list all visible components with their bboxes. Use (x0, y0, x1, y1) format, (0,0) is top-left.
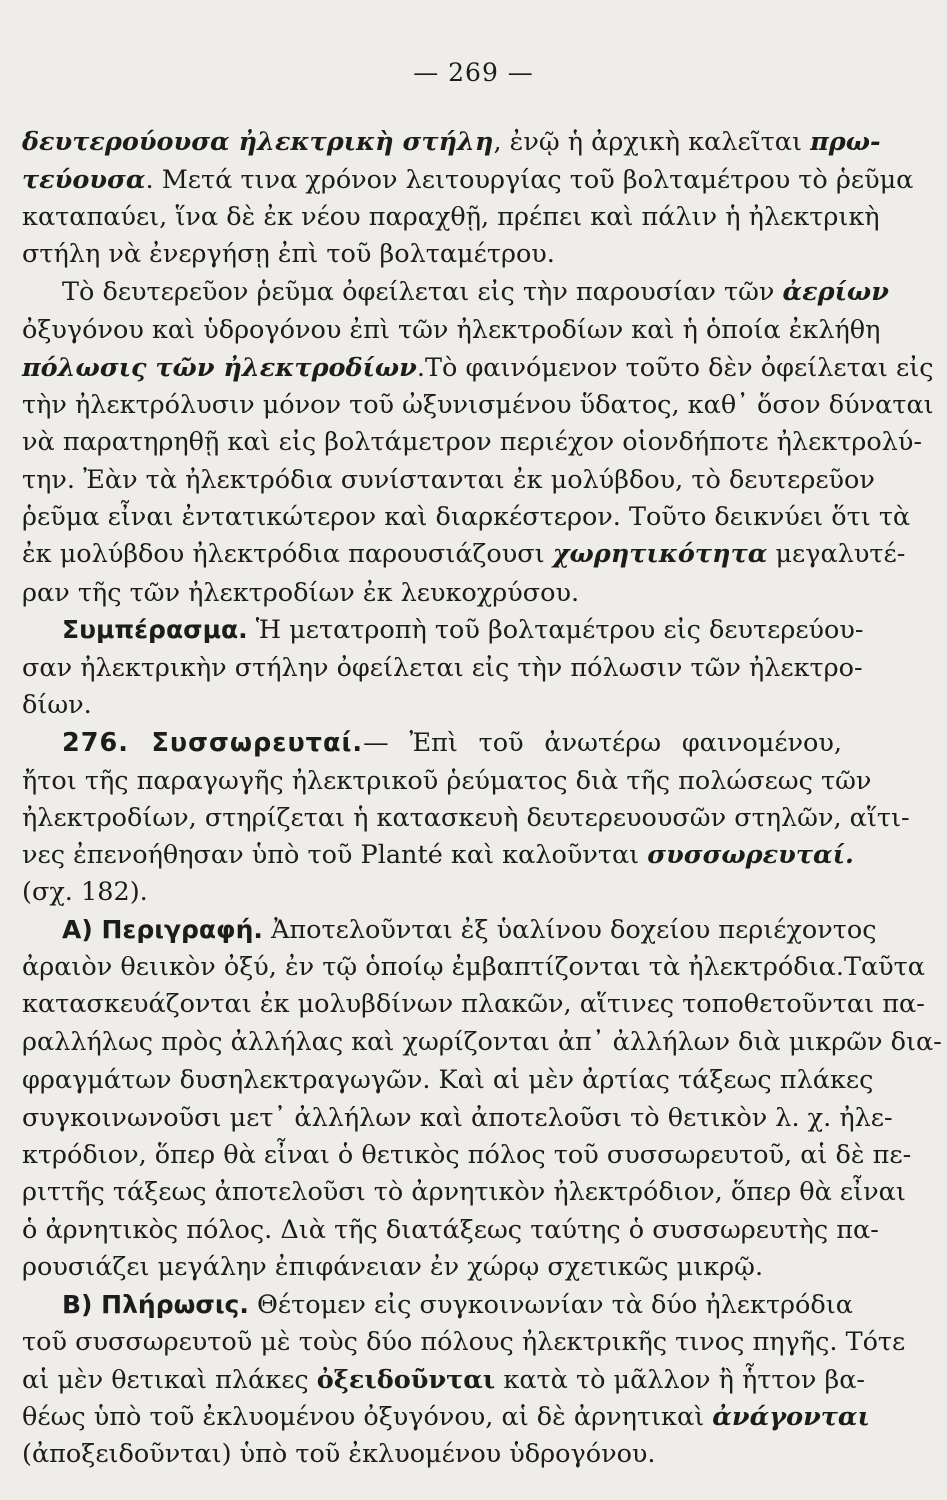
text-line (22, 987, 925, 1023)
text-segment: θέως ὑπὸ τοῦ ἐκλυομένου ὀξυγόνου, αἱ δὲ ἀρνητικαὶ (22, 1402, 713, 1432)
text-line (22, 875, 842, 911)
emphasized-text: πρω- (810, 127, 881, 157)
text-segment: ἀραιὸν θειικὸν ὀξύ, ἐν τῷ ὁποίῳ ἐμβαπτίζονται τὰ ἠλεκτρόδια.Ταῦτα (22, 952, 926, 982)
text-segment: ὀξυγόνου καὶ ὑδρογόνου ἐπὶ τῶν ἠλεκτροδίων καὶ ἡ ὁποία ἐκλήθη (22, 315, 881, 345)
text-line (22, 1101, 893, 1137)
text-segment: κατασκευάζονται ἐκ μολυβδίνων πλακῶν, αἵτινες τοποθετοῦνται πα- (22, 989, 925, 1019)
text-line (22, 1363, 866, 1399)
emphasized-text: ὀξειδοῦνται (316, 1365, 496, 1395)
text-segment: ἤτοι τῆς παραγωγῆς ἠλεκτρικοῦ ῥεύματος διὰ τῆς πολώσεως τῶν (22, 766, 872, 796)
text-line (22, 1437, 842, 1473)
emphasized-text: δευτερούουσα ἠλεκτρικὴ στήλη (22, 127, 494, 157)
text-segment: .Τὸ φαινόμενον τοῦτο δὲν ὀφείλεται εἰς (416, 353, 934, 383)
text-line (22, 388, 934, 424)
text-segment: νὰ παρατηρηθῇ καὶ εἰς βολτάμετρον περιέχον οἱονδήποτε ἠλεκτρολύ- (22, 427, 922, 457)
text-line (62, 275, 889, 311)
text-segment: κατὰ τὸ μᾶλλον ἢ ἧττον βα- (495, 1365, 866, 1395)
emphasized-text: τεύουσα (22, 165, 146, 195)
section-heading: 276. Συσσωρευταί. (62, 728, 364, 758)
text-line (22, 651, 863, 687)
emphasized-text: χωρητικότητα (552, 539, 768, 569)
text-segment: ριττῆς τάξεως ἀποτελοῦσι τὸ ἀρνητικὸν ἠλεκτρόδιον, ὅπερ θὰ εἶναι (22, 1177, 906, 1207)
text-line (22, 688, 842, 724)
text-segment: ραλλήλως πρὸς ἀλλήλας καὶ χωρίζονται ἀπ᾽ ἀλλήλων διὰ μικρῶν δια- (22, 1027, 942, 1057)
text-segment: Θέτομεν εἰς συγκοινωνίαν τὰ δύο ἠλεκτρόδια (248, 1290, 853, 1320)
text-line (22, 950, 926, 986)
emphasized-text: ἀνάγονται (712, 1402, 870, 1432)
text-line (22, 1063, 874, 1099)
page-number: — 269 — (413, 58, 534, 87)
text-segment: τὴν ἠλεκτρόλυσιν μόνον τοῦ ὠξυνισμένου ὕδατος, καθ᾽ ὅσον δύναται (22, 390, 934, 420)
text-line (22, 163, 914, 199)
text-segment: σαν ἠλεκτρικὴν στήλην ὀφείλεται εἰς τὴν πόλωσιν τῶν ἠλεκτρο- (22, 653, 863, 683)
text-segment: (σχ. 182). (22, 877, 148, 907)
emphasized-text: πόλωσις τῶν ἠλεκτροδίων (22, 353, 417, 383)
text-segment: αἱ μὲν θετικαὶ πλάκες (22, 1365, 317, 1395)
text-segment: δίων. (22, 690, 92, 720)
text-segment: ὁ ἀρνητικὸς πόλος. Διὰ τῆς διατάξεως ταύτης ὁ συσσωρευτὴς πα- (22, 1215, 879, 1245)
text-line (22, 801, 910, 837)
text-line (22, 1213, 879, 1249)
text-segment: κτρόδιον, ὅπερ θὰ εἶναι ὁ θετικὸς πόλος τοῦ συσσωρευτοῦ, αἱ δὲ πε- (22, 1140, 912, 1170)
text-segment: ῥεῦμα εἶναι ἐντατικώτερον καὶ διαρκέστερον. Τοῦτο δεικνύει ὅτι τὰ (22, 502, 911, 532)
text-segment: (ἀποξειδοῦνται) ὑπὸ τοῦ ἐκλυομένου ὑδρογόνου. (22, 1439, 656, 1469)
text-segment: ρουσιάζει μεγάλην ἐπιφάνειαν ἐν χώρῳ σχετικῶς μικρῷ. (22, 1252, 764, 1282)
subsection-heading: Β) Πλήρωσις. (62, 1290, 249, 1319)
text-segment: νες ἐπενοήθησαν ὑπὸ τοῦ Planté καὶ καλοῦνται (22, 840, 648, 870)
text-segment: Ἀποτελοῦνται ἐξ ὑαλίνου δοχείου περιέχοντος (262, 915, 877, 945)
emphasized-text: ἀερίων (782, 277, 889, 307)
text-line (22, 764, 872, 800)
text-segment: συγκοινωνοῦσι μετ᾽ ἀλλήλων καὶ ἀποτελοῦσι τὸ θετικὸν λ. χ. ἠλε- (22, 1103, 893, 1133)
text-segment: φραγμάτων δυσηλεκτραγωγῶν. Καὶ αἱ μὲν ἀρτίας τάξεως πλάκες (22, 1065, 874, 1095)
subsection-heading: Συμπέρασμα. (62, 615, 248, 644)
text-segment: . Μετά τινα χρόνον λειτουργίας τοῦ βολταμέτρου τὸ ῥεῦμα (145, 165, 914, 195)
text-line (22, 1400, 870, 1436)
text-line (22, 576, 842, 612)
text-segment: ραν τῆς τῶν ἠλεκτροδίων ἐκ λευκοχρύσου. (22, 578, 580, 608)
text-line (22, 1250, 842, 1286)
subsection-heading: Α) Περιγραφή. (62, 915, 263, 944)
text-line (62, 913, 877, 949)
text-line (22, 1138, 912, 1174)
text-line (22, 237, 842, 273)
text-segment: , ἐνῷ ἡ ἀρχικὴ καλεῖται (493, 127, 811, 157)
text-line (22, 463, 875, 499)
text-line (62, 1288, 853, 1324)
text-line (22, 1175, 906, 1211)
text-segment: μεγαλυτέ- (767, 539, 906, 569)
text-segment: καταπαύει, ἵνα δὲ ἐκ νέου παραχθῇ, πρέπει καὶ πάλιν ἡ ἠλεκτρικὴ (22, 202, 880, 232)
text-line (22, 351, 934, 387)
text-line (22, 500, 911, 536)
text-line (22, 425, 922, 461)
text-segment: — Ἐπὶ τοῦ ἀνωτέρω φαινομένου, (363, 728, 843, 758)
emphasized-text: συσσωρευταί. (647, 840, 854, 870)
text-line (22, 1325, 906, 1361)
text-segment: Ἡ μετατροπὴ τοῦ βολταμέτρου εἰς δευτερεύου- (247, 615, 864, 645)
text-line (22, 1025, 942, 1061)
text-segment: ἠλεκτροδίων, στηρίζεται ἡ κατασκευὴ δευτερευουσῶν στηλῶν, αἵτι- (22, 803, 910, 833)
text-segment: την. Ἐὰν τὰ ἠλεκτρόδια συνίστανται ἐκ μολύβδου, τὸ δευτερεῦον (22, 465, 875, 495)
text-line (62, 726, 842, 762)
text-line (62, 613, 864, 649)
text-segment: στήλη νὰ ἐνεργήσῃ ἐπὶ τοῦ βολταμέτρου. (22, 239, 555, 269)
text-line (22, 200, 880, 236)
text-line (22, 838, 854, 874)
text-segment: ἐκ μολύβδου ἠλεκτρόδια παρουσιάζουσι (22, 539, 553, 569)
text-segment: Τὸ δευτερεῦον ῥεῦμα ὀφείλεται εἰς τὴν παρουσίαν τῶν (62, 277, 783, 307)
text-segment: τοῦ συσσωρευτοῦ μὲ τοὺς δύο πόλους ἠλεκτρικῆς τινος πηγῆς. Τότε (22, 1327, 906, 1357)
text-line (22, 537, 906, 573)
text-line (22, 313, 881, 349)
text-line (22, 125, 881, 161)
